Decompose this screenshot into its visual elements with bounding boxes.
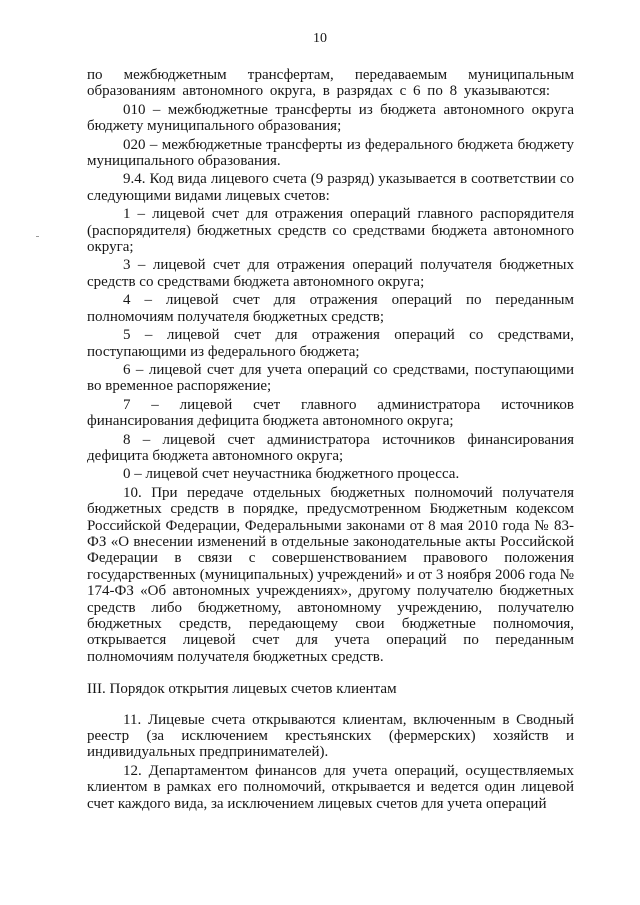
paragraph-code-010: 010 – межбюджетные трансферты из бюджета автономного округа бюджету муниципального образования; [87,101,574,135]
paragraph-10: 10. При передаче отдельных бюджетных полномочий получателя бюджетных средств в порядке, предусмотренном Бюджетным кодексом Российской Федерации, Федеральными законами от 8 мая 2010 года № 83-ФЗ «О внесении изменений в отдельные законодательные акты Российской Федерации в связи с совершенствованием правового положения государственных (муниципальных) учреждений» и от 3 ноября 2006 года № 174-ФЗ «Об автономных учреждениях», другому получателю бюджетных средств либо бюджетному, автономному учреждению, получателю бюджетных средств, передающему свои бюджетные полномочия, открывается лицевой счет для учета операций по переданным полномочиям получателя бюджетных средств. [87,484,574,665]
paragraph-9-4: 9.4. Код вида лицевого счета (9 разряд) указывается в соответствии со следующими видами лицевых счетов: [87,171,574,204]
margin-mark [36,236,39,237]
list-item-account-4: 4 – лицевой счет для отражения операций по переданным полномочиям получателя бюджетных средств; [87,292,574,325]
section-heading: III. Порядок открытия лицевых счетов клиентам [87,681,397,698]
list-item-account-3: 3 – лицевой счет для отражения операций получателя бюджетных средств со средствами бюджета автономного округа; [87,257,574,290]
paragraph-11: 11. Лицевые счета открываются клиентам, включенным в Сводный реестр (за исключением крестьянских (фермерских) хозяйств и индивидуальных предпринимателей). [87,711,574,761]
list-item-account-1: 1 – лицевой счет для отражения операций главного распорядителя (распорядителя) бюджетных средств со средствами бюджета автономного округа; [87,206,574,256]
page-number: 10 [313,31,327,46]
paragraph-intro: по межбюджетным трансфертам, передаваемым муниципальным образованиям автономного округа, в разрядах с 6 по 8 указываются: [87,67,574,100]
list-item-account-7: 7 – лицевой счет главного администратора источников финансирования дефицита бюджета автономного округа; [87,396,574,430]
paragraph-code-020: 020 – межбюджетные трансферты из федерального бюджета бюджету муниципального образования. [87,136,574,170]
document-body [87,67,574,814]
paragraph-12: 12. Департаментом финансов для учета операций, осуществляемых клиентом в рамках его полномочий, открывается и ведется один лицевой счет каждого вида, за исключением лицевых счетов для учета операций [87,762,574,812]
list-item-account-0: 0 – лицевой счет неучастника бюджетного процесса. [123,466,460,483]
list-item-account-8: 8 – лицевой счет администратора источников финансирования дефицита бюджета автономного округа; [87,431,574,464]
list-item-account-6: 6 – лицевой счет для учета операций со средствами, поступающими во временное распоряжение; [87,361,574,395]
list-item-account-5: 5 – лицевой счет для отражения операций со средствами, поступающими из федерального бюджета; [87,327,574,360]
